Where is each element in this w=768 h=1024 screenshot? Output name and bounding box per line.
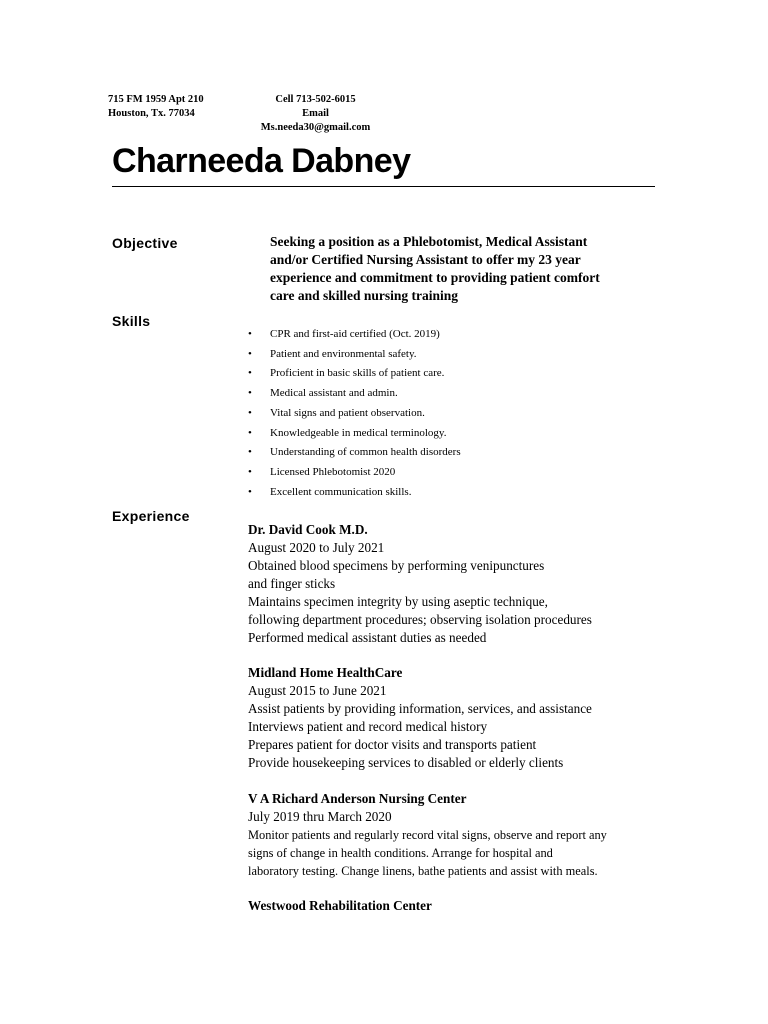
job-duty: Performed medical assistant duties as needed	[248, 630, 487, 645]
bullet-icon: •	[248, 406, 252, 419]
job-dates: July 2019 thru March 2020	[248, 809, 392, 824]
header-divider	[112, 186, 655, 187]
skill-item	[248, 345, 461, 365]
skill-text: Licensed Phlebotomist 2020	[270, 465, 396, 478]
bullet-icon: •	[248, 328, 252, 340]
skill-item	[248, 384, 461, 404]
skill-text: Proficient in basic skills of patient care.	[270, 367, 445, 380]
skill-text: Medical assistant and admin.	[270, 387, 398, 400]
objective-text	[270, 233, 670, 305]
job-duty: following department procedures; observing isolation procedures	[248, 612, 592, 627]
job-entry	[248, 521, 668, 647]
job-entry	[248, 664, 668, 772]
job-duty: signs of change in health conditions. Arrange for hospital and	[248, 846, 553, 860]
job-entry	[248, 897, 668, 915]
objective-line: care and skilled nursing training	[270, 288, 459, 303]
skill-text: Understanding of common health disorders	[270, 446, 461, 459]
address-line-2: Houston, Tx. 77034	[108, 108, 195, 119]
contact-block	[248, 93, 383, 135]
address-block	[108, 93, 204, 121]
skill-item	[248, 483, 461, 503]
skill-item	[248, 364, 461, 384]
job-duty: Obtained blood specimens by performing venipunctures	[248, 558, 545, 573]
bullet-icon: •	[248, 367, 252, 380]
job-dates: August 2015 to June 2021	[248, 683, 387, 698]
bullet-icon: •	[248, 426, 252, 439]
skill-item	[248, 424, 461, 444]
bullet-icon: •	[248, 465, 252, 478]
skill-text: Knowledgeable in medical terminology.	[270, 426, 447, 439]
experience-heading: Experience	[112, 508, 190, 524]
employer-name: Midland Home HealthCare	[248, 665, 403, 680]
skill-text: Vital signs and patient observation.	[270, 406, 425, 419]
skill-text: CPR and first-aid certified (Oct. 2019)	[270, 328, 440, 340]
bullet-icon: •	[248, 446, 252, 459]
address-line-1: 715 FM 1959 Apt 210	[108, 94, 204, 105]
bullet-icon: •	[248, 347, 252, 360]
skills-heading: Skills	[112, 313, 151, 329]
job-duty: Interviews patient and record medical history	[248, 719, 488, 734]
employer-name: Westwood Rehabilitation Center	[248, 898, 432, 913]
job-duty: Assist patients by providing information, services, and assistance	[248, 701, 592, 716]
job-duty: Monitor patients and regularly record vital signs, observe and report any	[248, 828, 607, 842]
skill-item	[248, 443, 461, 463]
objective-heading: Objective	[112, 235, 178, 251]
objective-line: Seeking a position as a Phlebotomist, Medical Assistant	[270, 234, 588, 249]
bullet-icon: •	[248, 485, 252, 498]
job-duty: Provide housekeeping services to disabled or elderly clients	[248, 755, 564, 770]
job-duty: Maintains specimen integrity by using aseptic technique,	[248, 594, 548, 609]
candidate-name: Charneeda Dabney	[112, 142, 411, 180]
skills-list	[248, 325, 461, 502]
job-duty: and finger sticks	[248, 576, 336, 591]
skill-item	[248, 325, 461, 345]
job-duty: laboratory testing. Change linens, bathe patients and assist with meals.	[248, 864, 598, 878]
objective-line: experience and commitment to providing patient comfort	[270, 270, 600, 285]
bullet-icon: •	[248, 387, 252, 400]
job-entry	[248, 790, 668, 880]
skill-item	[248, 463, 461, 483]
skill-text: Patient and environmental safety.	[270, 347, 417, 360]
email-label: Email	[302, 108, 329, 119]
skill-item	[248, 404, 461, 424]
cell-phone: Cell 713-502-6015	[275, 94, 356, 105]
email-address: Ms.needa30@gmail.com	[260, 122, 371, 133]
employer-name: V A Richard Anderson Nursing Center	[248, 791, 467, 806]
job-duty: Prepares patient for doctor visits and transports patient	[248, 737, 537, 752]
job-dates: August 2020 to July 2021	[248, 540, 385, 555]
employer-name: Dr. David Cook M.D.	[248, 522, 368, 537]
objective-line: and/or Certified Nursing Assistant to offer my 23 year	[270, 252, 581, 267]
skill-text: Excellent communication skills.	[270, 485, 412, 498]
